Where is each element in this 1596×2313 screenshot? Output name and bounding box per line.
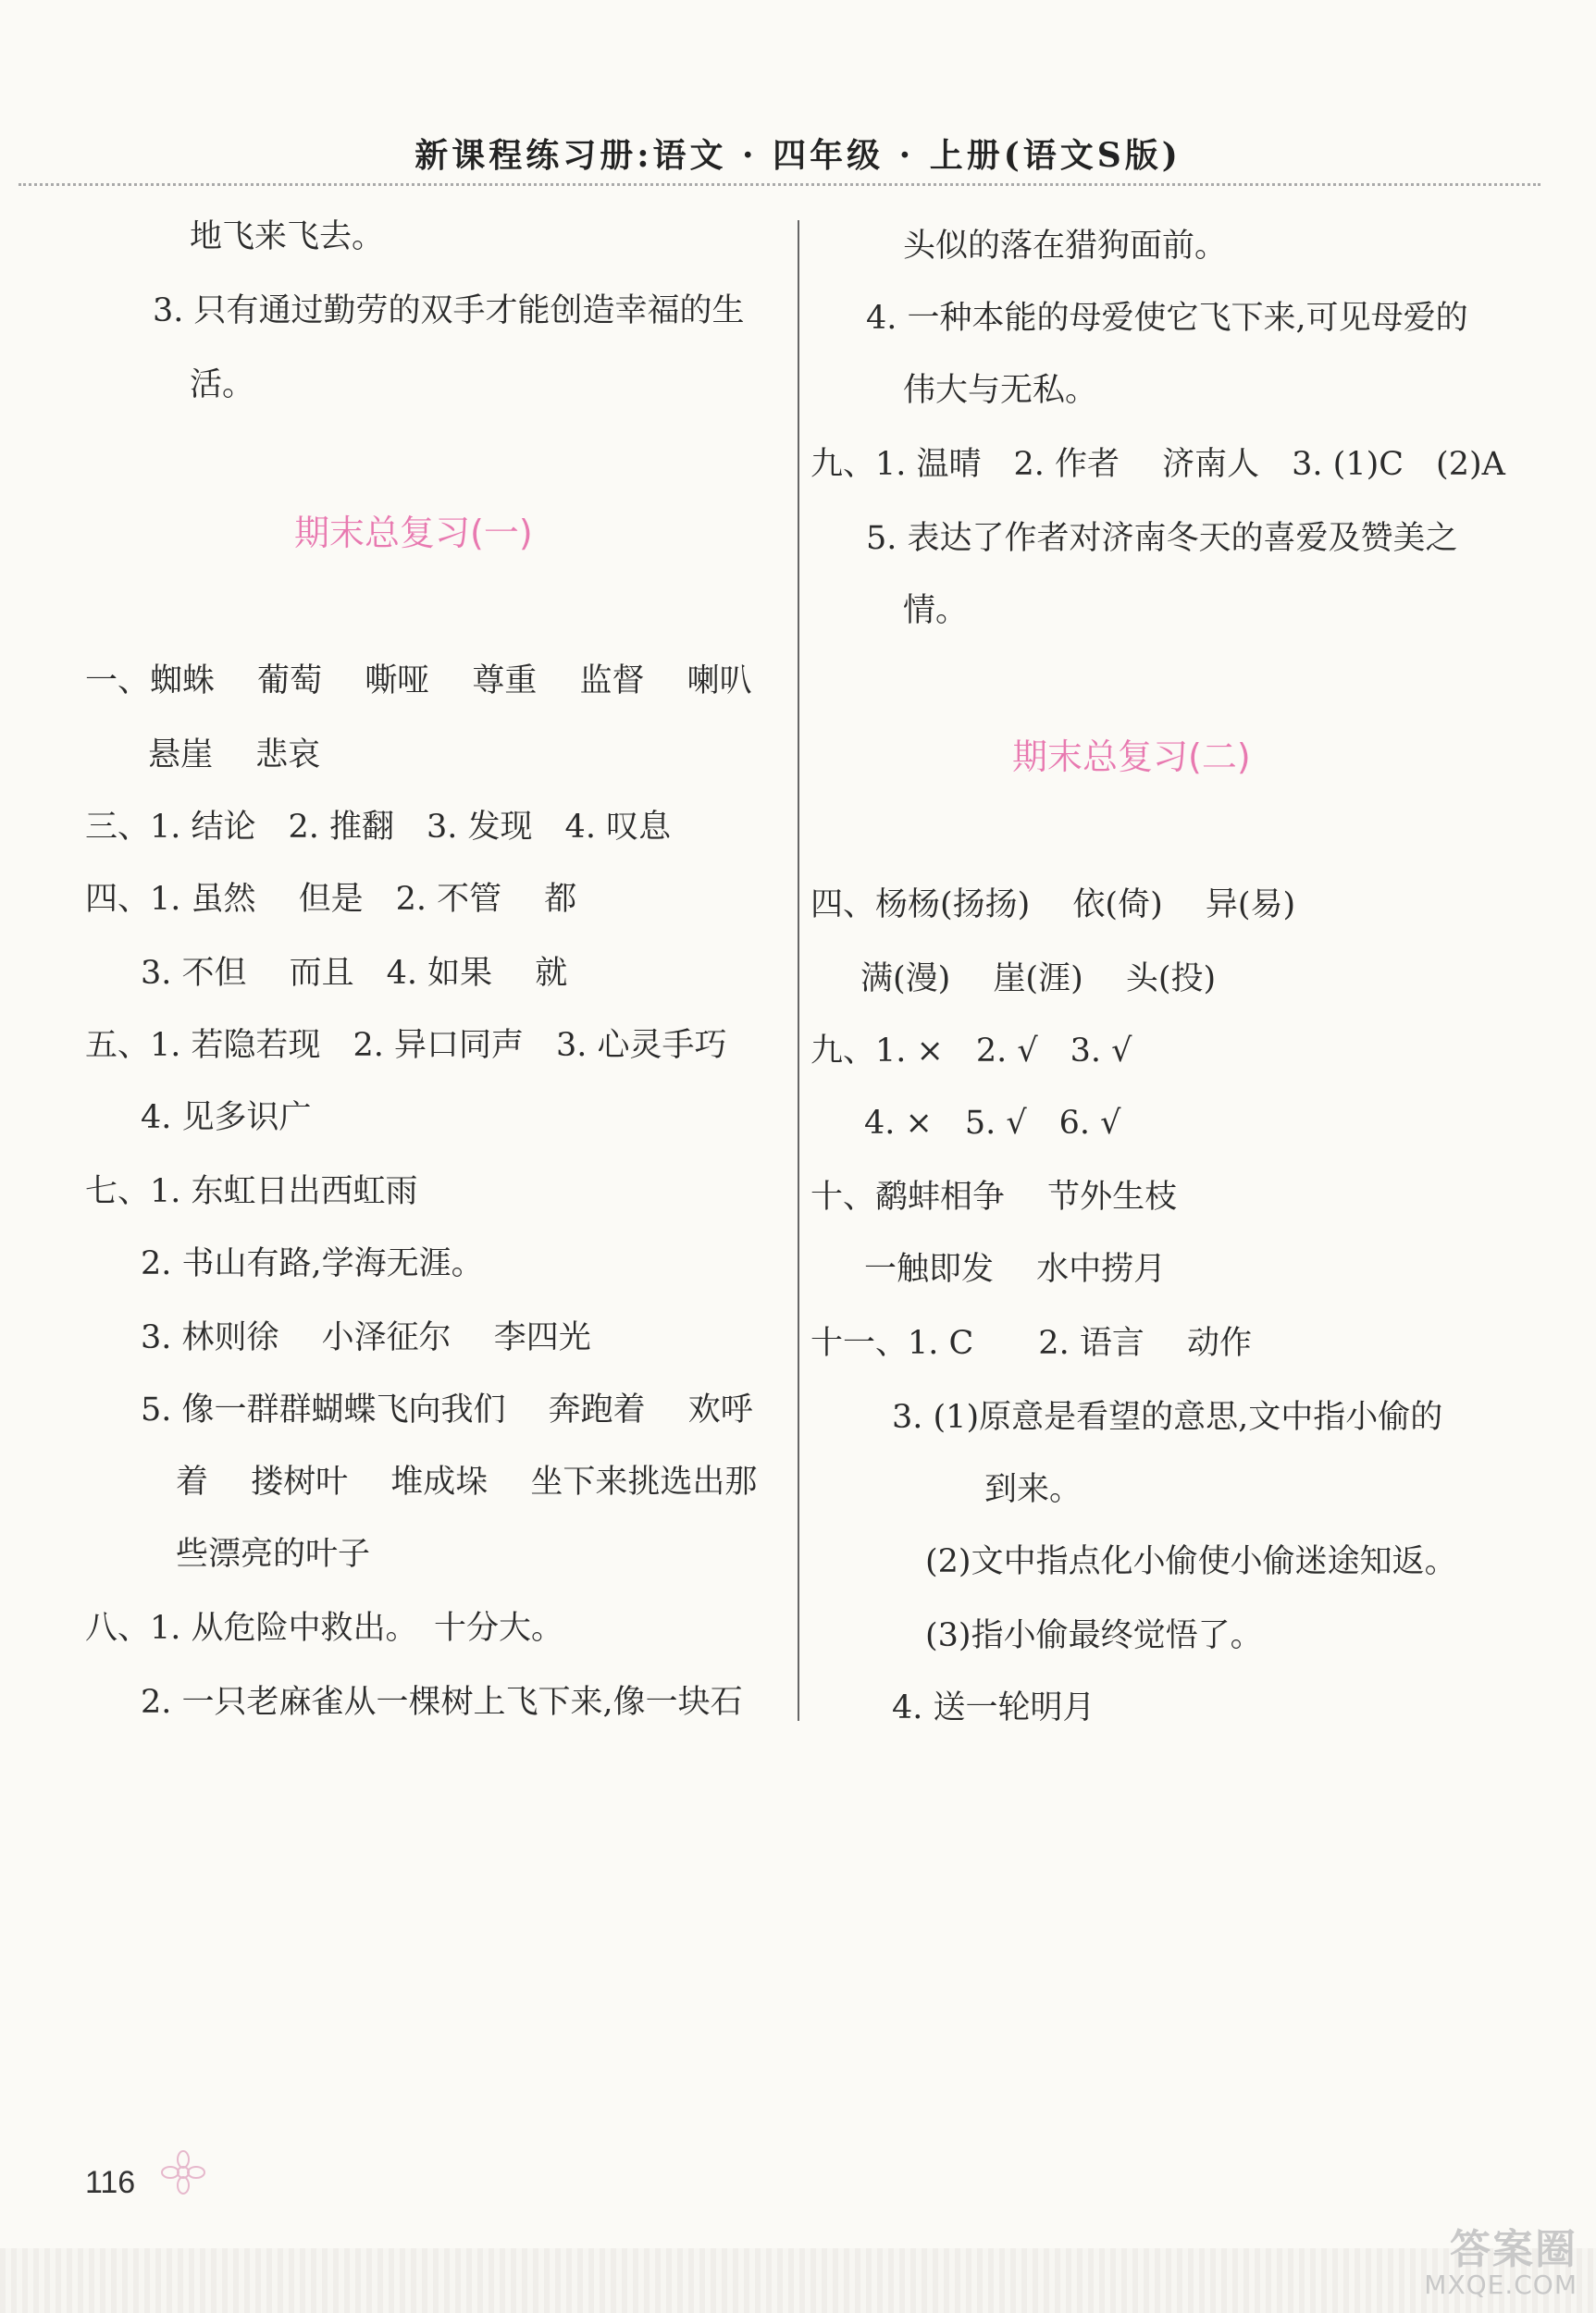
column-divider bbox=[798, 220, 799, 1721]
answer-line: 4. 送一轮明月 bbox=[892, 1689, 1095, 1726]
answer-line: (3)指小偷最终觉悟了。 bbox=[925, 1617, 1263, 1654]
watermark-main-text: 答案圈 bbox=[1450, 2226, 1577, 2273]
continuation-line: 地飞来飞去。 bbox=[190, 218, 385, 255]
answer-line: 4. 一种本能的母爱使它飞下来,可见母爱的 bbox=[866, 300, 1468, 337]
watermark-logo bbox=[1355, 2216, 1577, 2300]
answer-line: 2. 一只老麻雀从一棵树上飞下来,像一块石 bbox=[141, 1684, 743, 1721]
answer-line: 4. × 5. √ 6. √ bbox=[864, 1105, 1121, 1142]
answer-line: 五、1. 若隐若现 2. 异口同声 3. 心灵手巧 bbox=[85, 1027, 727, 1064]
answer-line: 一触即发 水中捞月 bbox=[864, 1251, 1167, 1288]
page-header: 新课程练习册:语文 · 四年级 · 上册(语文S版) bbox=[414, 136, 1182, 175]
answer-line: 3. (1)原意是看望的意思,文中指小偷的 bbox=[892, 1399, 1443, 1436]
answer-line: 一、蜘蛛 葡萄 嘶哑 尊重 监督 喇叭 bbox=[85, 662, 752, 699]
section-title-final-review-2: 期末总复习(二) bbox=[1012, 736, 1251, 777]
answer-line: 十、鹬蚌相争 节外生枝 bbox=[810, 1179, 1178, 1216]
answer-line: 满(漫) 崖(涯) 头(投) bbox=[860, 960, 1217, 997]
answer-line: 伟大与无私。 bbox=[903, 372, 1098, 409]
answer-line: 三、1. 结论 2. 推翻 3. 发现 4. 叹息 bbox=[85, 809, 672, 846]
answer-line: 到来。 bbox=[984, 1471, 1083, 1508]
answer-line: 九、1. 温晴 2. 作者 济南人 3. (1)C (2)A bbox=[810, 446, 1505, 483]
answer-line: 九、1. × 2. √ 3. √ bbox=[810, 1033, 1132, 1070]
answer-line: 四、1. 虽然 但是 2. 不管 都 bbox=[85, 881, 577, 918]
answer-line: 3. 不但 而且 4. 如果 就 bbox=[141, 955, 568, 992]
continuation-line: 头似的落在猎狗面前。 bbox=[903, 228, 1228, 265]
section-title-final-review-1: 期末总复习(一) bbox=[294, 513, 533, 553]
answer-line: 悬崖 悲哀 bbox=[148, 736, 321, 773]
answer-line: 些漂亮的叶子 bbox=[176, 1536, 371, 1573]
answer-line: 5. 像一群群蝴蝶飞向我们 奔跑着 欢呼 bbox=[141, 1392, 753, 1429]
answer-line: (2)文中指点化小偷使小偷迷途知返。 bbox=[925, 1543, 1457, 1580]
header-divider bbox=[19, 183, 1540, 186]
flower-decoration-icon bbox=[155, 2145, 211, 2200]
answer-line: 情。 bbox=[903, 592, 969, 629]
answer-line: 十一、1. C 2. 语言 动作 bbox=[810, 1325, 1252, 1362]
answer-line: 四、杨杨(扬扬) 依(倚) 异(易) bbox=[810, 886, 1296, 923]
answer-line: 活。 bbox=[190, 366, 255, 403]
answer-line: 着 搂树叶 堆成垛 坐下来挑选出那 bbox=[176, 1464, 758, 1501]
watermark-sub-text: MXQE.COM bbox=[1424, 2270, 1577, 2300]
answer-line: 3. 只有通过勤劳的双手才能创造幸福的生 bbox=[153, 292, 745, 329]
answer-line: 七、1. 东虹日出西虹雨 bbox=[85, 1173, 418, 1210]
answer-line: 八、1. 从危险中救出。 十分大。 bbox=[85, 1610, 564, 1647]
answer-line: 2. 书山有路,学海无涯。 bbox=[141, 1245, 484, 1282]
answer-line: 3. 林则徐 小泽征尔 李四光 bbox=[141, 1319, 591, 1356]
answer-line: 4. 见多识广 bbox=[141, 1099, 312, 1136]
answer-line: 5. 表达了作者对济南冬天的喜爱及赞美之 bbox=[866, 520, 1458, 557]
page-number: 116 bbox=[85, 2165, 136, 2200]
